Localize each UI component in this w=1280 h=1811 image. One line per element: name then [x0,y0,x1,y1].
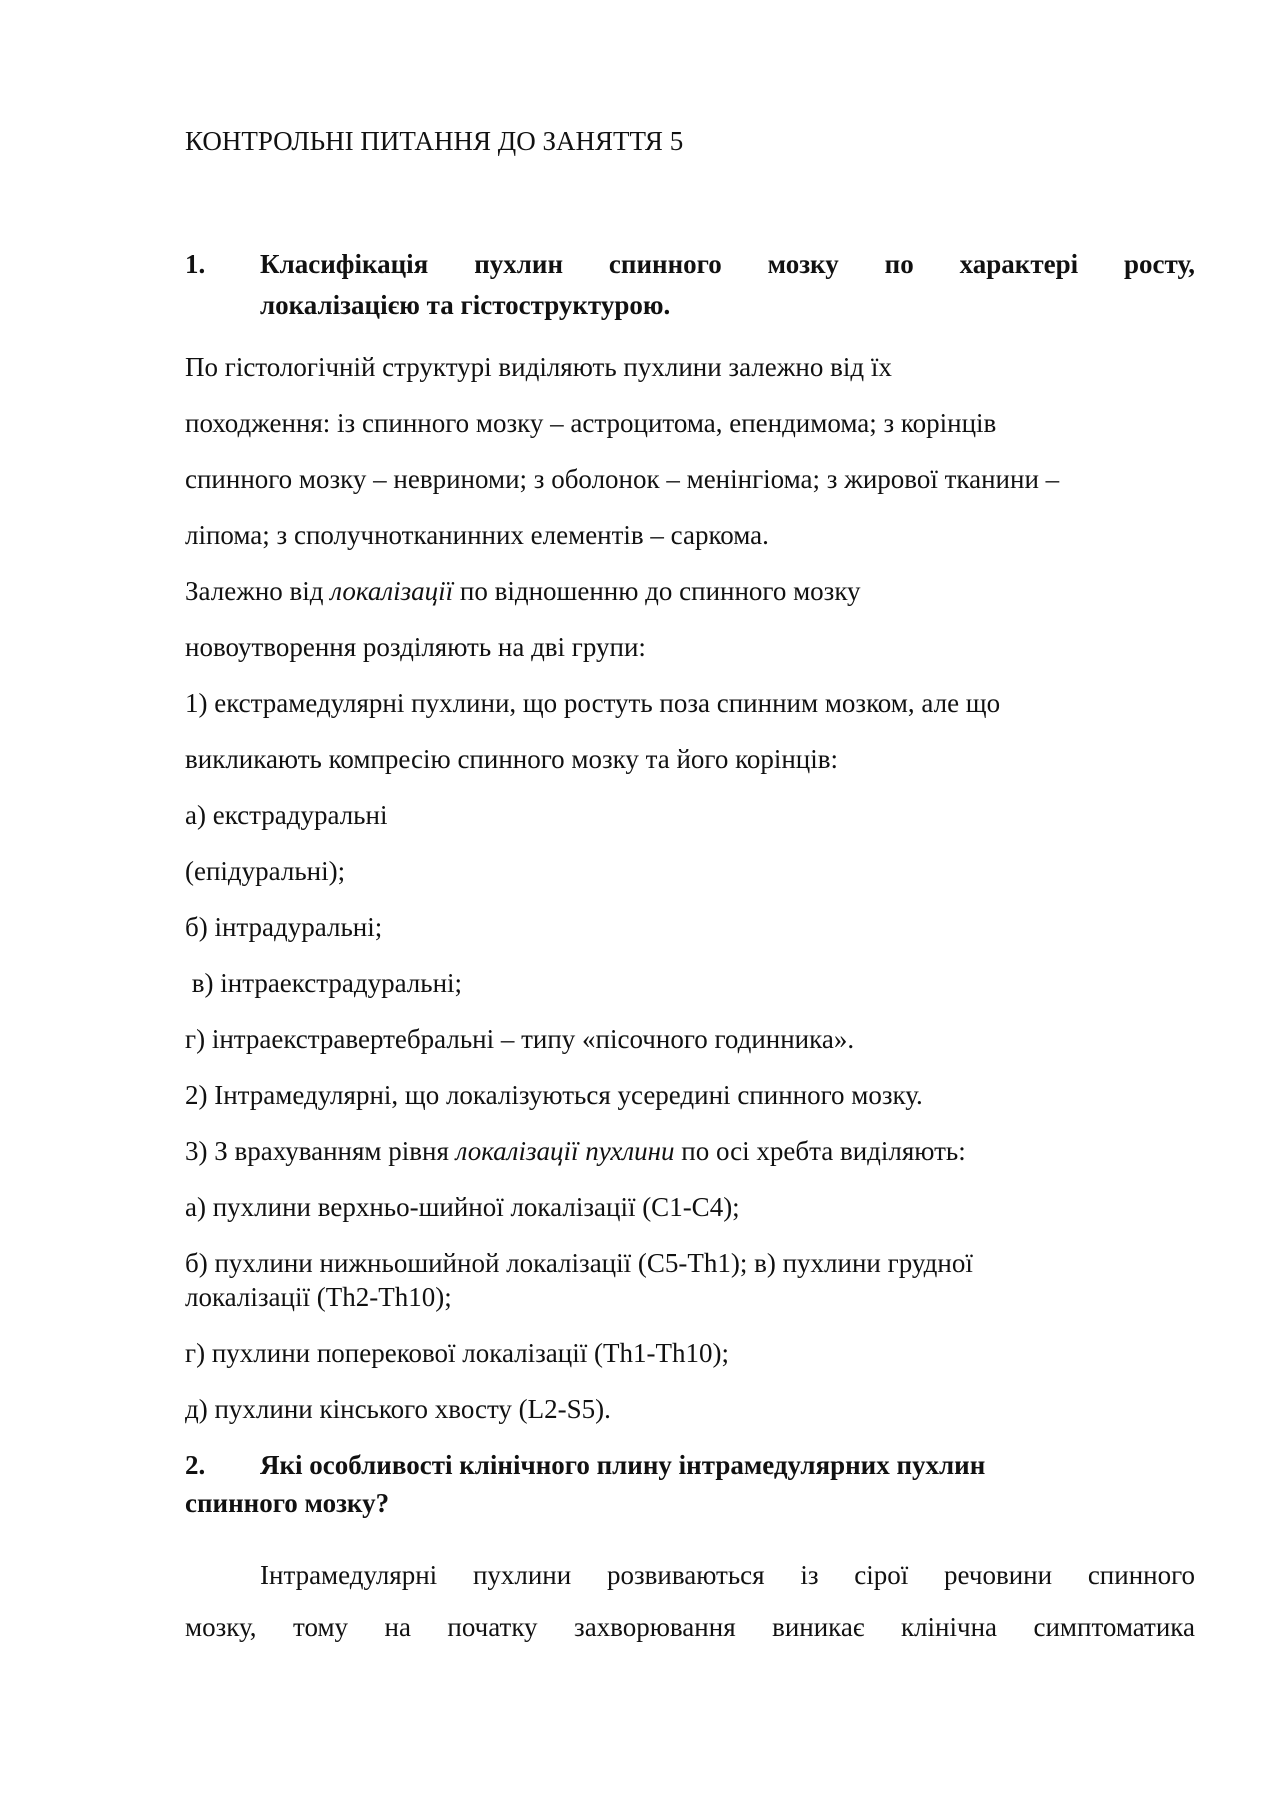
paragraph-line: 1) екстрамедулярні пухлини, що ростуть поза спинним мозком, але що [185,688,1001,718]
list-item: (епідуральні); [185,856,346,886]
paragraph-line: ліпома; з сполучнотканинних елементів – саркома. [185,520,769,550]
text-run: по відношенню до спинного мозку [453,576,861,606]
list-item: в) інтраекстрадуральні; [185,968,463,998]
paragraph-line: Інтрамедулярні пухлини розвиваються із сірої речовини спинного [260,1560,1195,1590]
list-item: а) пухлини верхньо-шийної локалізації (C1-C4); [185,1192,740,1222]
text-run: по осі хребта виділяють: [674,1136,966,1166]
paragraph-line-localization [185,574,861,608]
question-1-heading-line1: Класифікація пухлин спинного мозку по характері росту, [260,249,1195,279]
list-item: д) пухлини кінського хвосту (L2-S5). [185,1394,611,1424]
text-run: Залежно від [185,576,331,606]
list-item: г) пухлини поперекової локалізації (Th1-Th10); [185,1338,729,1368]
question-2-heading-line2: спинного мозку? [185,1488,390,1518]
paragraph-line-level [185,1134,966,1168]
paragraph-line: мозку, тому на початку захворювання виникає клінічна симптоматика [185,1612,1195,1642]
question-2-number: 2. [185,1450,206,1480]
paragraph-line: походження: із спинного мозку – астроцитома, епендимома; з корінців [185,408,997,438]
list-item: 2) Інтрамедулярні, що локалізуються усередині спинного мозку. [185,1080,923,1110]
list-item: б) інтрадуральні; [185,912,383,942]
list-item: б) пухлини нижньошийной локалізації (C5-Th1); в) пухлини грудної [185,1248,973,1278]
question-1-heading-line2: локалізацією та гістоструктурою. [260,290,671,320]
italic-term: локалізації пухлини [455,1136,675,1166]
question-1-number: 1. [185,249,206,279]
italic-term: локалізації [330,576,454,606]
page-title: КОНТРОЛЬНІ ПИТАННЯ ДО ЗАНЯТТЯ 5 [185,126,684,156]
list-item: а) екстрадуральні [185,800,388,830]
list-item: локалізації (Th2-Th10); [185,1282,452,1312]
text-run: 3) З врахуванням рівня [185,1136,456,1166]
paragraph-line: новоутворення розділяють на дві групи: [185,632,646,662]
paragraph-line: викликають компресію спинного мозку та його корінців: [185,744,838,774]
list-item: г) інтраекстравертебральні – типу «пісочного годинника». [185,1024,855,1054]
question-2-heading-line1: Які особливості клінічного плину інтрамедулярних пухлин [260,1450,986,1480]
paragraph-line: По гістологічній структурі виділяють пухлини залежно від їх [185,352,892,382]
paragraph-line: спинного мозку – невриноми; з оболонок – менінгіома; з жирової тканини – [185,464,1060,494]
